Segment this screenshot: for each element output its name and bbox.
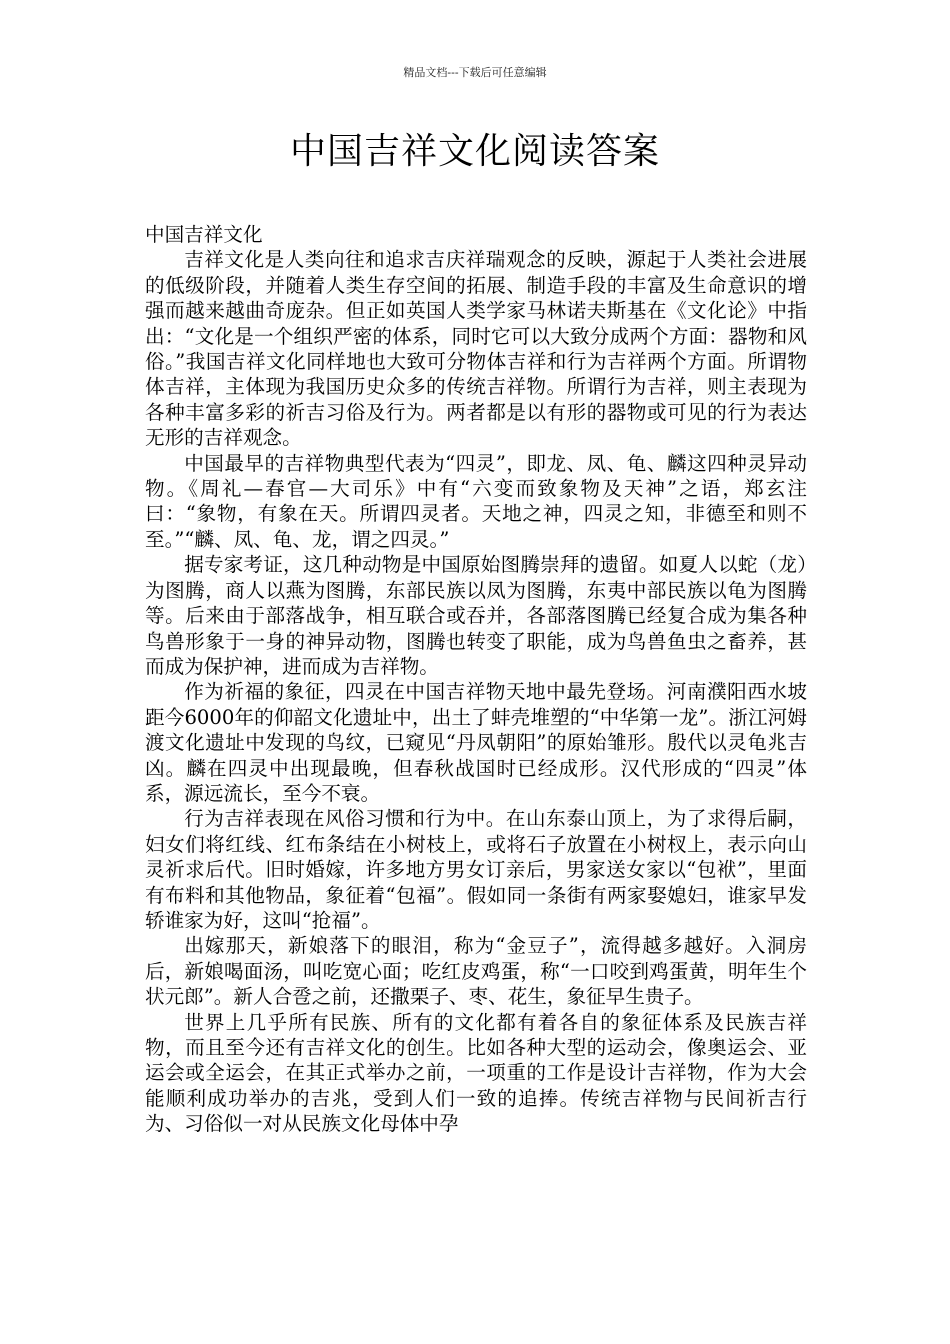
paragraph-2: 中国最早的吉祥物典型代表为“四灵”，即龙、凤、龟、麟这四种灵异动物。《周礼—春官—大司乐》中有“六变而致象物及天神”之语，郑玄注曰：“象物，有象在天。所谓四灵者。天地之神，四灵之知，非德至和则不至。”“麟、凤、龟、龙，谓之四灵。” [145,451,807,551]
paragraph-5: 行为吉祥表现在风俗习惯和行为中。在山东泰山顶上，为了求得后嗣，妇女们将红线、红布条结在小树枝上，或将石子放置在小树杈上，表示向山灵祈求后代。旧时婚嫁，许多地方男女订亲后，男家送女家以“包袱”，里面有布料和其他物品，象征着“包福”。假如同一条街有两家娶媳妇，谁家早发轿谁家为好，这叫“抢福”。 [145,807,807,932]
paragraph-3: 据专家考证，这几种动物是中国原始图腾崇拜的遗留。如夏人以蛇（龙）为图腾，商人以燕为图腾，东部民族以凤为图腾，东夷中部民族以龟为图腾等。后来由于部落战争，相互联合或吞并，各部落图腾已经复合成为集各种鸟兽形象于一身的神异动物，图腾也转变了职能，成为鸟兽鱼虫之畜养，甚而成为保护神，进而成为吉祥物。 [145,553,807,678]
paragraph-4: 作为祈福的象征，四灵在中国吉祥物天地中最先登场。河南濮阳西水坡距今6000年的仰韶文化遗址中，出土了蚌壳堆塑的“中华第一龙”。浙江河姆渡文化遗址中发现的鸟纹，已窥见“丹凤朝阳”的原始雏形。殷代以灵龟兆吉凶。麟在四灵中出现最晚，但春秋战国时已经成形。汉代形成的“四灵”体系，源远流长，至今不衰。 [145,680,807,805]
page-header-note: 精品文档---下载后可任意编辑 [403,66,547,79]
article-body [145,222,807,1137]
paragraph-7: 世界上几乎所有民族、所有的文化都有着各自的象征体系及民族吉祥物，而且至今还有吉祥文化的创生。比如各种大型的运动会，像奥运会、亚运会或全运会，在其正式举办之前，一项重的工作是设计吉祥物，作为大会能顺利成功举办的吉兆，受到人们一致的追捧。传统吉祥物与民间祈吉行为、习俗似一对从民族文化母体中孕 [145,1010,807,1136]
document-title: 中国吉祥文化阅读答案 [289,131,660,172]
paragraph-1: 吉祥文化是人类向往和追求吉庆祥瑞观念的反映，源起于人类社会进展的低级阶段，并随着人类生存空间的拓展、制造手段的丰富及生命意识的增强而越来越曲奇庞杂。但正如英国人类学家马林诺夫斯基在《文化论》中指出：“文化是一个组织严密的体系，同时它可以大致分成两个方面：器物和风俗。”我国吉祥文化同样地也大致可分物体吉祥和行为吉祥两个方面。所谓物体吉祥，主体现为我国历史众多的传统吉祥物。所谓行为吉祥，则主表现为各种丰富多彩的祈吉习俗及行为。两者都是以有形的器物或可见的行为表达无形的吉祥观念。 [145,248,807,450]
paragraph-6: 出嫁那天，新娘落下的眼泪，称为“金豆子”，流得越多越好。入洞房后，新娘喝面汤，叫吃宽心面；吃红皮鸡蛋，称“一口咬到鸡蛋黄，明年生个状元郎”。新人合卺之前，还撒栗子、枣、花生，象征早生贵子。 [145,934,807,1009]
article-heading: 中国吉祥文化 [145,223,263,246]
